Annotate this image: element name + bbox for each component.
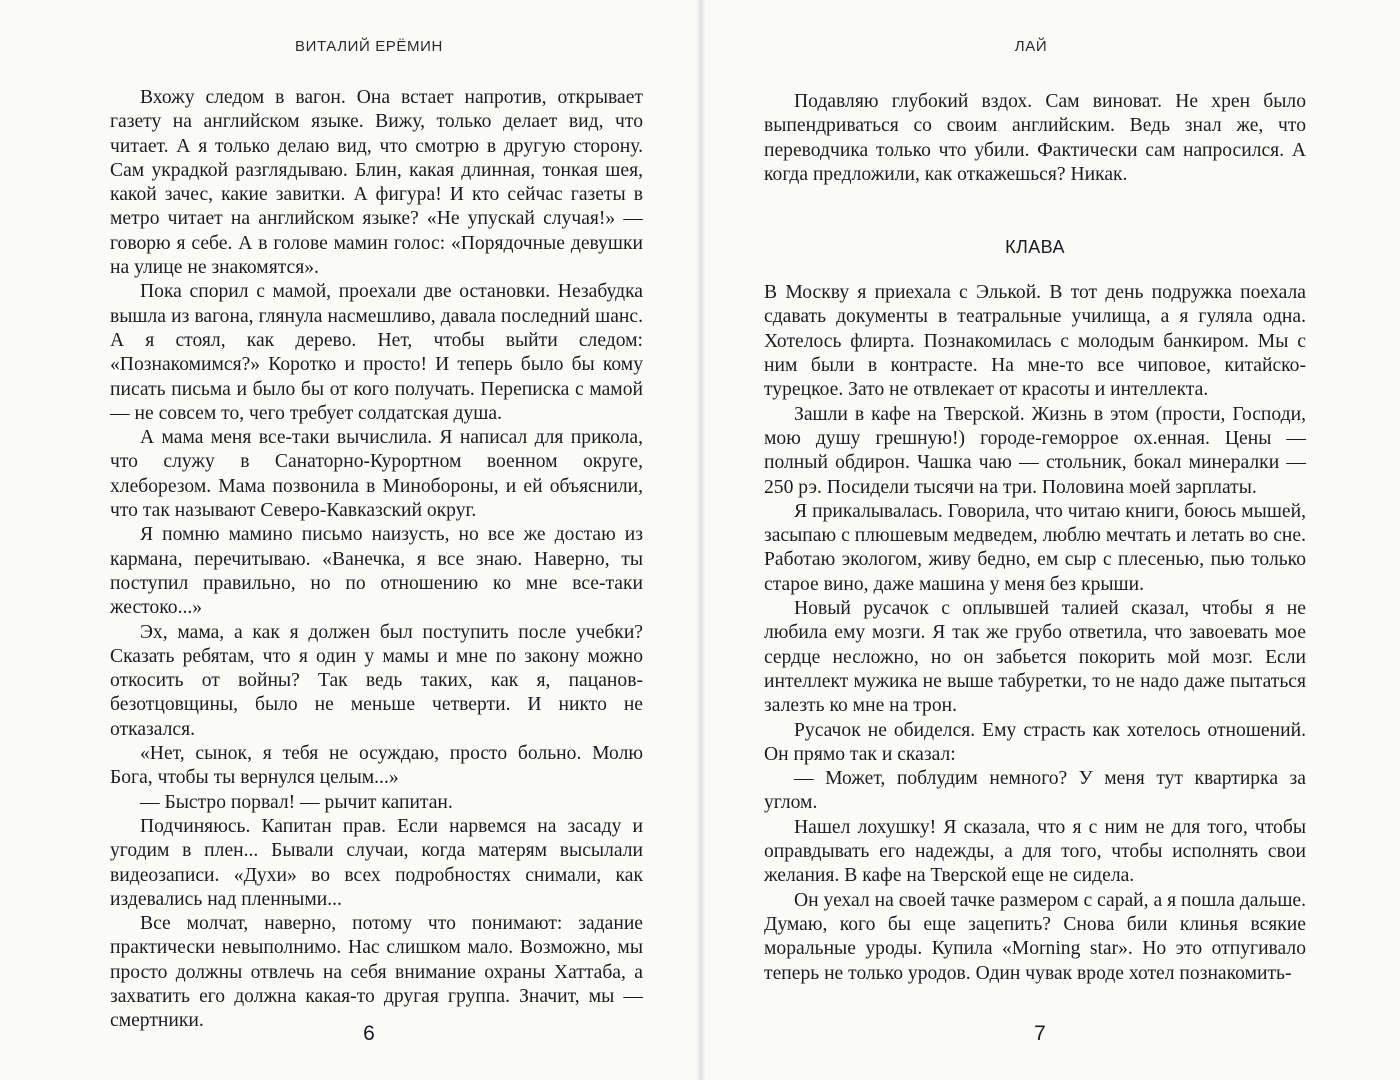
left-page <box>0 0 698 1080</box>
paragraph: Нашел лохушку! Я сказала, что я с ним не для того, чтобы оправдывать его надежды, а для того, чтобы исполнять свои желания. В кафе на Тверской еще не сидела. <box>764 816 1306 887</box>
paragraph: В Москву я приехала с Элькой. В тот день подружка поехала сдавать документы в театральные училища, а я гуляла одна. Хотелось флирта. Познакомилась с молодым банкиром. Мы с ним были в контрасте. На мне-то все чиповое, китайско-турецкое. Зато не отвлекает от красоты и интеллекта. <box>764 282 1306 401</box>
page-number-right: 7 <box>1034 1022 1046 1045</box>
paragraph: — Быстро порвал! — рычит капитан. <box>140 791 453 813</box>
paragraph: Я помню мамино письмо наизусть, но все же достаю из кармана, перечитываю. «Ванечка, я все знаю. Наверно, ты поступил правильно, но по отношению ко мне все-таки жестоко...» <box>110 524 643 619</box>
paragraph: — Может, поблудим немного? У меня тут квартирка за углом. <box>764 768 1306 814</box>
paragraph: Эх, мама, а как я должен был поступить после учебки? Сказать ребятам, что я один у мамы и мне по закону можно откосить от войны? Так ведь таких, как я, пацанов-безотцовщины, было не меньше четверти. И никто не отказался. <box>110 621 643 740</box>
running-head-author: ВИТАЛИЙ ЕРЁМИН <box>295 38 443 55</box>
paragraph: Он уехал на своей тачке размером с сарай, а я пошла дальше. Думаю, кого бы еще зацепить? Снова били клинья всякие моральные уроды. Купила «Morning star». Но это отпугивало теперь не только уродов. Один чувак вроде хотел познакомить- <box>764 889 1306 984</box>
paragraph: Подчиняюсь. Капитан прав. Если нарвемся на засаду и угодим в плен... Бывали случаи, когда матерям высылали видеозаписи. «Духи» во всех подробностях снимали, как издевались над пленными... <box>110 815 643 910</box>
paragraph: Пока спорил с мамой, проехали две остановки. Незабудка вышла из вагона, глянула насмешливо, давала последний шанс. А я стоял, как дерево. Нет, чтобы выйти следом: «Познакомимся?» Коротко и просто! И теперь было бы кому писать письма и было бы от кого получать. Переписка с мамой — не совсем то, чего требует солдатская душа. <box>110 281 643 424</box>
page-number-left: 6 <box>363 1022 375 1045</box>
paragraph: Я прикалывалась. Говорила, что читаю книги, боюсь мышей, засыпаю с плюшевым медведем, люблю мечтать и летать во сне. Работаю экологом, живу бедно, ем сыр с плесенью, пью только старое вино, даже машина у меня без крыши. <box>764 500 1306 595</box>
paragraph: «Нет, сынок, я тебя не осуждаю, просто больно. Молю Бога, чтобы ты вернулся целым...» <box>110 743 643 789</box>
paragraph: Новый русачок с оплывшей талией сказал, чтобы я не любила ему мозги. Я так же грубо ответила, что завоевать мое сердце несложно, но он забьется покорить мой мозг. Если интеллект мужика не выше табуретки, то не надо даже пытаться залезть ко мне на трон. <box>764 598 1306 717</box>
running-head-title: ЛАЙ <box>1014 38 1048 55</box>
left-page-body <box>110 86 643 1034</box>
right-page <box>702 0 1400 1080</box>
paragraph: Зашли в кафе на Тверской. Жизнь в этом (прости, Господи, мою душу грешную!) городе-геморрое ох.енная. Цены — полный обдирон. Чашка чаю — стольник, бокал минералки — 250 рэ. Посидели тысячи на три. Половина моей зарплаты. <box>764 403 1306 498</box>
paragraph: Все молчат, наверно, потому что понимают: задание практически невыполнимо. Нас слишком мало. Возможно, мы просто должны отвлечь на себя внимание охраны Хаттаба, а захватить его должна какая-то другая группа. Значит, мы — смертники. <box>110 913 643 1032</box>
paragraph: Русачок не обиделся. Ему страсть как хотелось отношений. Он прямо так и сказал: <box>764 719 1306 765</box>
paragraph: Вхожу следом в вагон. Она встает напротив, открывает газету на английском языке. Вижу, только делает вид, что читает. А я только делаю вид, что смотрю в другую сторону. Сам украдкой разглядываю. Блин, какая длинная, тонкая шея, какой зачес, какие завитки. А фигура! И кто сейчас газеты в метро читает на английском языке? «Не упускай случая!» — говорю я себе. А в голове мамин голос: «Порядочные девушки на улице не знакомятся». <box>110 87 643 279</box>
right-page-body <box>764 90 1306 986</box>
section-title: КЛАВА <box>1005 237 1065 258</box>
paragraph: А мама меня все-таки вычислила. Я написал для прикола, что служу в Санаторно-Курортном военном округе, хлеборезом. Мама позвонила в Минобороны, и ей объяснили, что так называют Северо-Кавказский округ. <box>110 427 643 522</box>
paragraph: Подавляю глубокий вздох. Сам виноват. Не хрен было выпендриваться со своим английским. Ведь знал же, что переводчика только что убили. Фактически сам напросился. А когда предложили, как откажешься? Никак. <box>764 91 1306 185</box>
